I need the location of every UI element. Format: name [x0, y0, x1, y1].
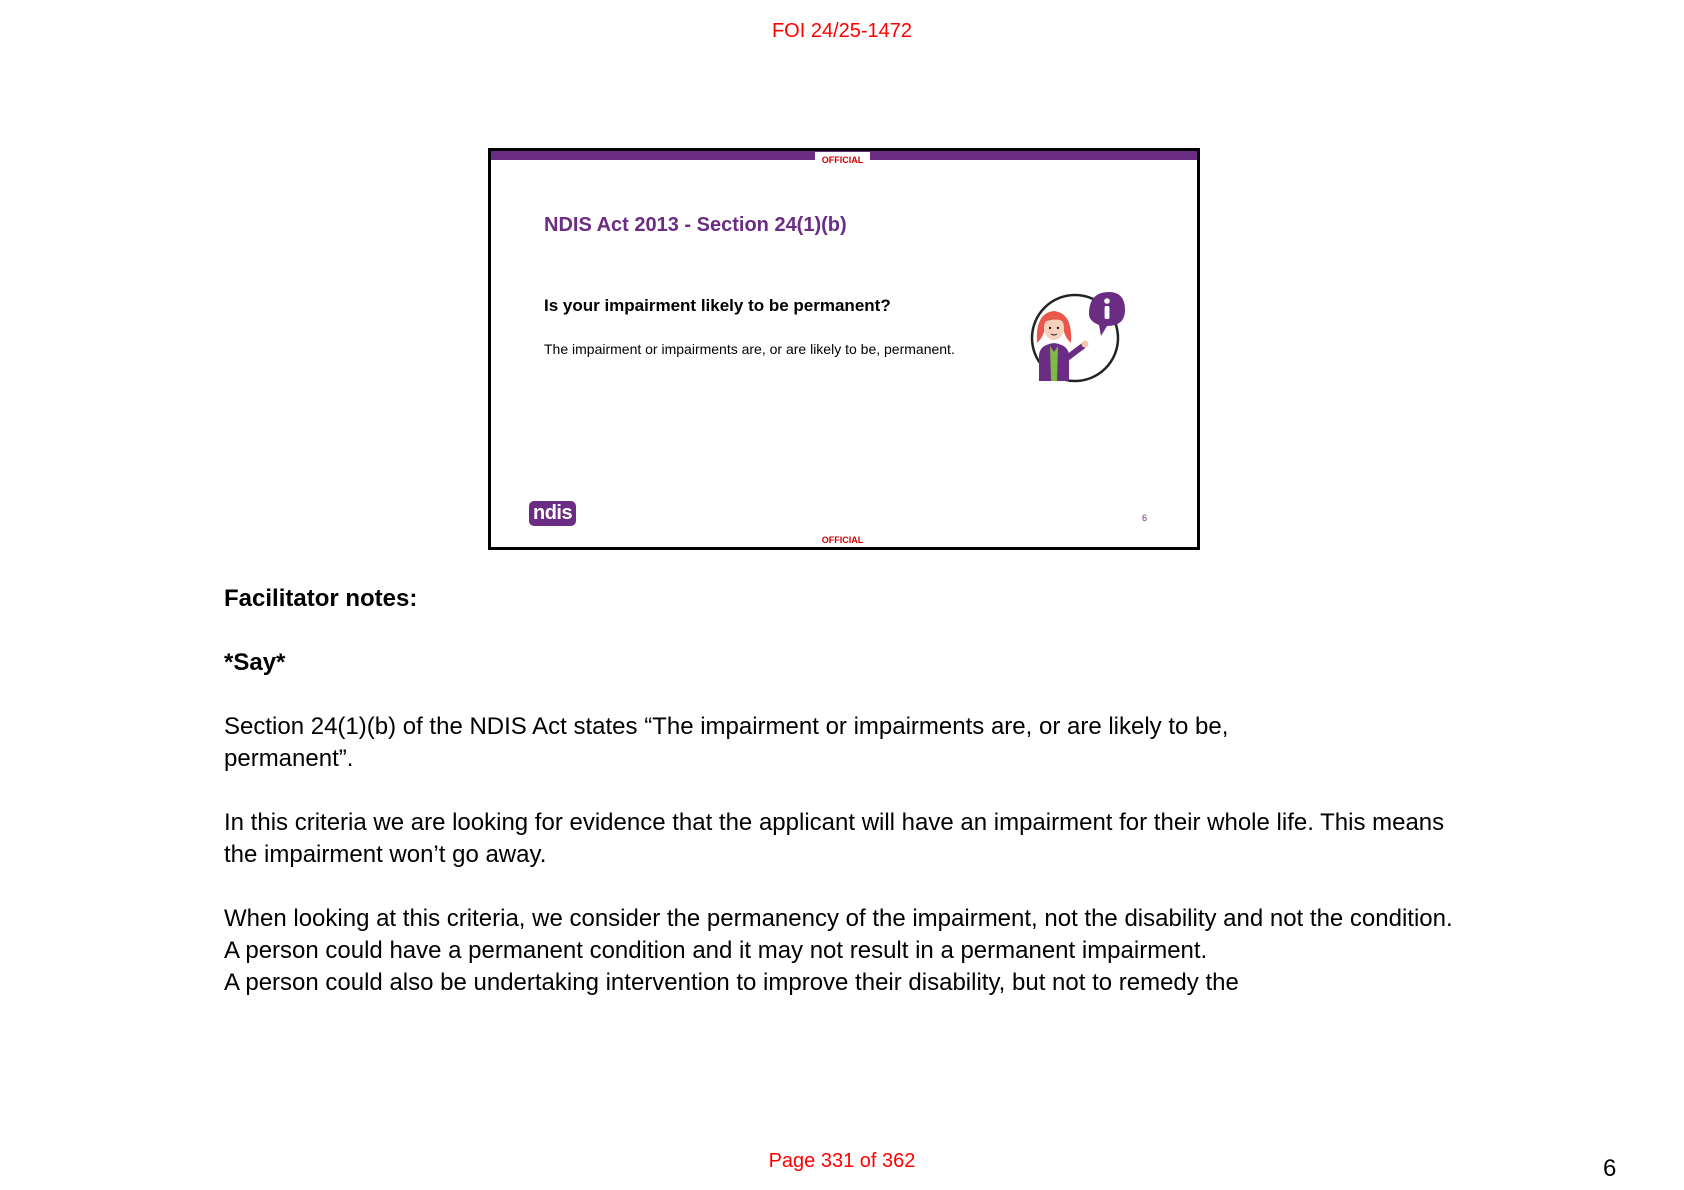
- slide-title: NDIS Act 2013 - Section 24(1)(b): [544, 214, 847, 236]
- slide-number: 6: [1142, 513, 1148, 523]
- slide-classification-bottom: OFFICIAL: [821, 535, 864, 545]
- slide-thumbnail: [488, 148, 1200, 550]
- page-corner-number: 6: [1603, 1155, 1617, 1182]
- notes-paragraph: A person could have a permanent condition and it may not result in a permanent impairment.: [224, 937, 1208, 964]
- say-instruction: *Say*: [224, 649, 286, 676]
- notes-paragraph: In this criteria we are looking for evidence that the applicant will have an impairment for their whole life. This means the impairment won’t go away.: [224, 809, 1445, 868]
- slide-question: Is your impairment likely to be permanent?: [544, 296, 891, 315]
- slide-statement: The impairment or impairments are, or are likely to be, permanent.: [544, 341, 955, 357]
- slide-classification-top: OFFICIAL: [815, 152, 870, 167]
- facilitator-notes: [224, 583, 1524, 999]
- foi-reference: FOI 24/25-1472: [771, 20, 913, 42]
- notes-paragraph: Section 24(1)(b) of the NDIS Act states “The impairment or impairments are, or are likely to be, permanent”.: [224, 713, 1229, 772]
- notes-paragraph: When looking at this criteria, we consider the permanency of the impairment, not the disability and not the condition.: [224, 905, 1453, 932]
- notes-heading: Facilitator notes:: [224, 585, 418, 612]
- notes-paragraph: A person could also be undertaking intervention to improve their disability, but not to remedy the: [224, 969, 1239, 996]
- ndis-logo: ndis: [529, 501, 576, 526]
- person-with-info-speech-bubble-icon: [1027, 288, 1127, 388]
- page-counter: Page 331 of 362: [768, 1150, 916, 1172]
